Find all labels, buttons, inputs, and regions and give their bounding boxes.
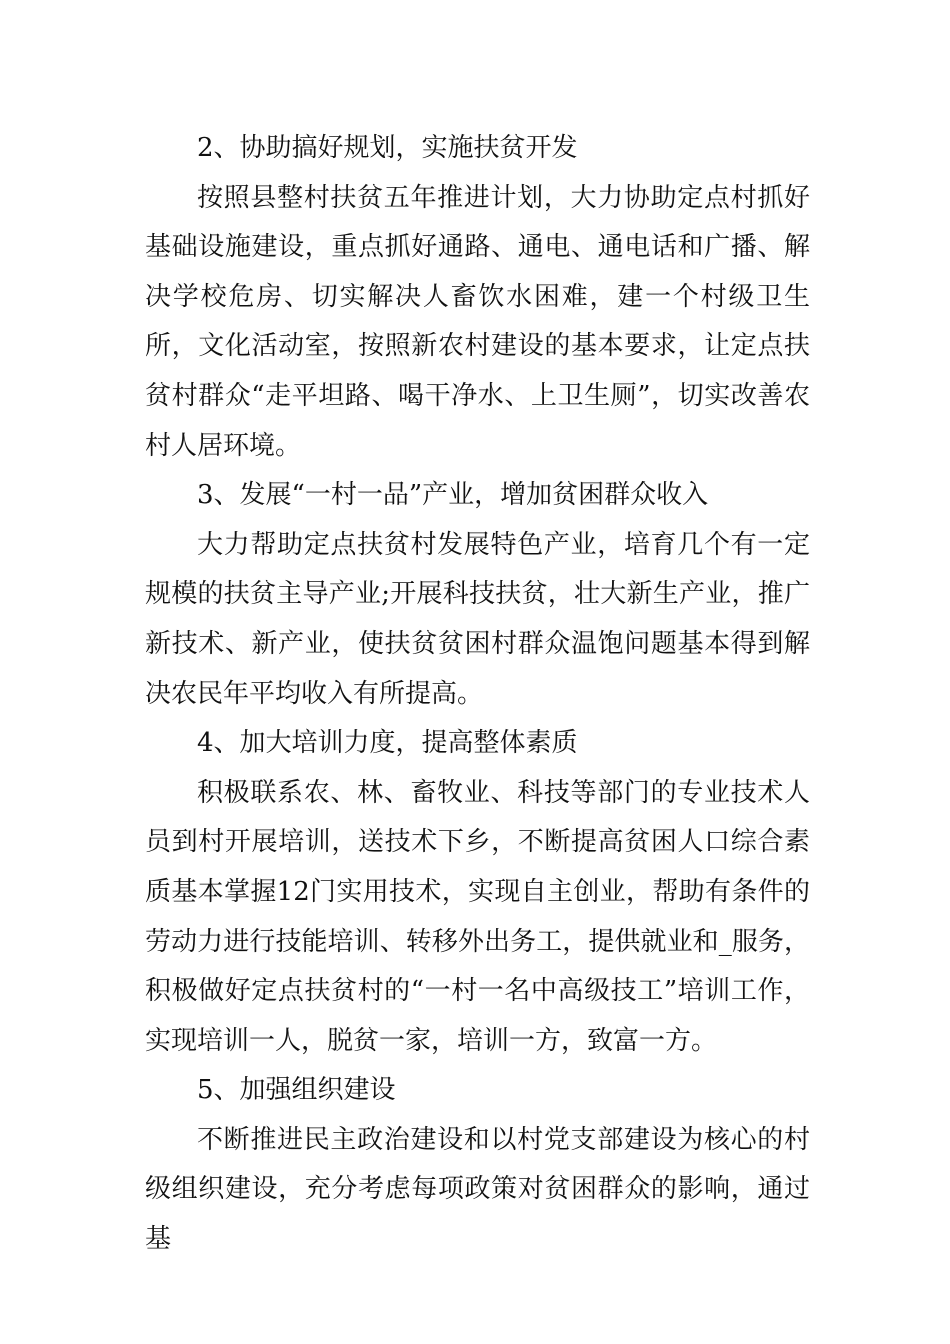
section-heading-5: 5、加强组织建设 xyxy=(197,1075,396,1106)
document-body xyxy=(145,124,810,1265)
section-heading-4: 4、加大培训力度，提高整体素质 xyxy=(197,728,578,759)
section-body-2: 按照县整村扶贫五年推进计划，大力协助定点村抓好基础设施建设，重点抓好通路、通电、通电话和广播、解决学校危房、切实解决人畜饮水困难，建一个村级卫生所，文化活动室，按照新农村建设的基本要求，让定点扶贫村群众“走平坦路、喝干净水、上卫生厕”，切实改善农村人居环境。 xyxy=(145,182,810,461)
section-body-3: 大力帮助定点扶贫村发展特色产业，培育几个有一定规模的扶贫主导产业;开展科技扶贫，壮大新生产业，推广新技术、新产业，使扶贫贫困村群众温饱问题基本得到解决农民年平均收入有所提高。 xyxy=(145,529,810,709)
section-body-4: 积极联系农、林、畜牧业、科技等部门的专业技术人员到村开展培训，送技术下乡，不断提高贫困人口综合素质基本掌握12门实用技术，实现自主创业，帮助有条件的劳动力进行技能培训、转移外出务工，提供就业和_服务，积极做好定点扶贫村的“一村一名中高级技工”培训工作，实现培训一人，脱贫一家，培训一方，致富一方。 xyxy=(145,777,810,1056)
section-heading-3: 3、发展“一村一品”产业，增加贫困群众收入 xyxy=(197,480,709,511)
section-heading-2: 2、协助搞好规划，实施扶贫开发 xyxy=(197,133,578,163)
section-body-5: 不断推进民主政治建设和以村党支部建设为核心的村级组织建设，充分考虑每项政策对贫困群众的影响，通过基 xyxy=(145,1124,810,1255)
